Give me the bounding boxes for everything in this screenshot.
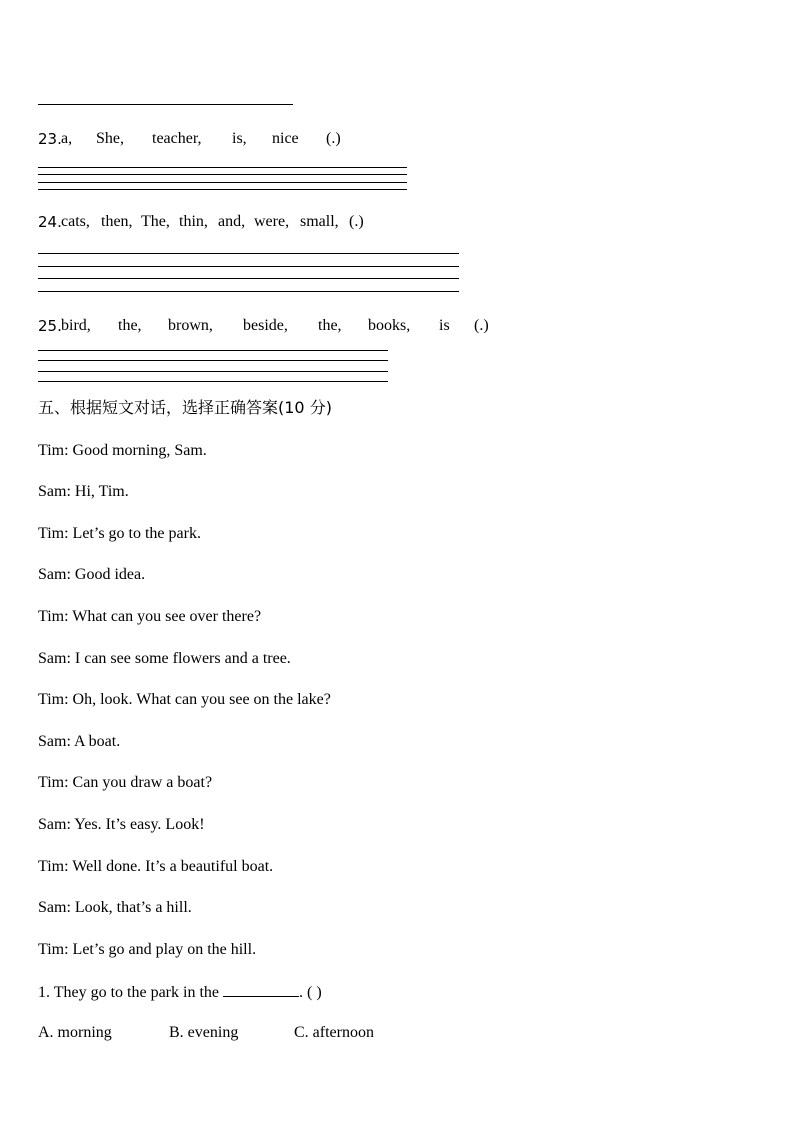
word-chip: (.) [326,130,341,147]
word-chip: the, [318,317,342,334]
dialogue-line: Tim: Let’s go and play on the hill. [38,941,257,958]
question-number: 24. [38,213,62,231]
answer-line [38,189,407,190]
word-chip: small, [300,213,339,230]
word-chip: brown, [168,317,213,334]
answer-line [38,174,407,175]
answer-line [38,167,407,168]
dialogue-line: Sam: Good idea. [38,566,146,583]
question-23 [38,129,62,150]
answer-line [38,278,459,279]
dialogue-line: Sam: Yes. It’s easy. Look! [38,816,205,833]
question-1-stem [38,981,322,1003]
word-chip: bird, [61,317,91,334]
section-heading: 五、根据短文对话，选择正确答案(10 分) [38,398,332,417]
word-chip: The, [141,213,170,230]
word-chip: (.) [474,317,489,334]
word-chip: then, [101,213,133,230]
word-chip: nice [272,130,299,147]
word-chip: books, [368,317,411,334]
dialogue-line: Tim: Can you draw a boat? [38,774,213,791]
option-a[interactable]: A. morning [38,1024,112,1041]
dialogue-line: Tim: Well done. It’s a beautiful boat. [38,858,274,875]
question-number: 25. [38,317,62,335]
answer-line [38,360,388,361]
word-chip: is, [232,130,247,147]
answer-line [38,350,388,351]
word-chip: cats, [61,213,90,230]
dialogue-line: Tim: Oh, look. What can you see on the lake? [38,691,331,708]
question-24 [38,212,62,233]
answer-line [38,104,293,105]
answer-line [38,371,388,372]
answer-line [38,266,459,267]
answer-line [38,182,407,183]
dialogue-line: Sam: I can see some flowers and a tree. [38,650,291,667]
answer-line [38,291,459,292]
option-b[interactable]: B. evening [169,1024,239,1041]
word-chip: beside, [243,317,288,334]
option-c[interactable]: C. afternoon [294,1024,374,1041]
answer-line [38,253,459,254]
stem-end: . ( ) [299,984,322,1001]
word-chip: the, [118,317,142,334]
word-chip: thin, [179,213,208,230]
answer-line [38,381,388,382]
word-chip: teacher, [152,130,202,147]
question-25 [38,316,62,337]
dialogue-line: Tim: Good morning, Sam. [38,442,207,459]
stem-text: 1. They go to the park in the [38,984,219,1001]
dialogue-line: Tim: Let’s go to the park. [38,525,201,542]
dialogue-line: Sam: A boat. [38,733,121,750]
word-chip: is [439,317,450,334]
dialogue-line: Sam: Hi, Tim. [38,483,129,500]
question-number: 23. [38,130,62,148]
word-chip: (.) [349,213,364,230]
word-chip: She, [96,130,124,147]
answer-blank[interactable] [223,981,299,997]
word-chip: a, [61,130,73,147]
dialogue-line: Tim: What can you see over there? [38,608,262,625]
dialogue-line: Sam: Look, that’s a hill. [38,899,192,916]
word-chip: and, [218,213,246,230]
word-chip: were, [254,213,290,230]
